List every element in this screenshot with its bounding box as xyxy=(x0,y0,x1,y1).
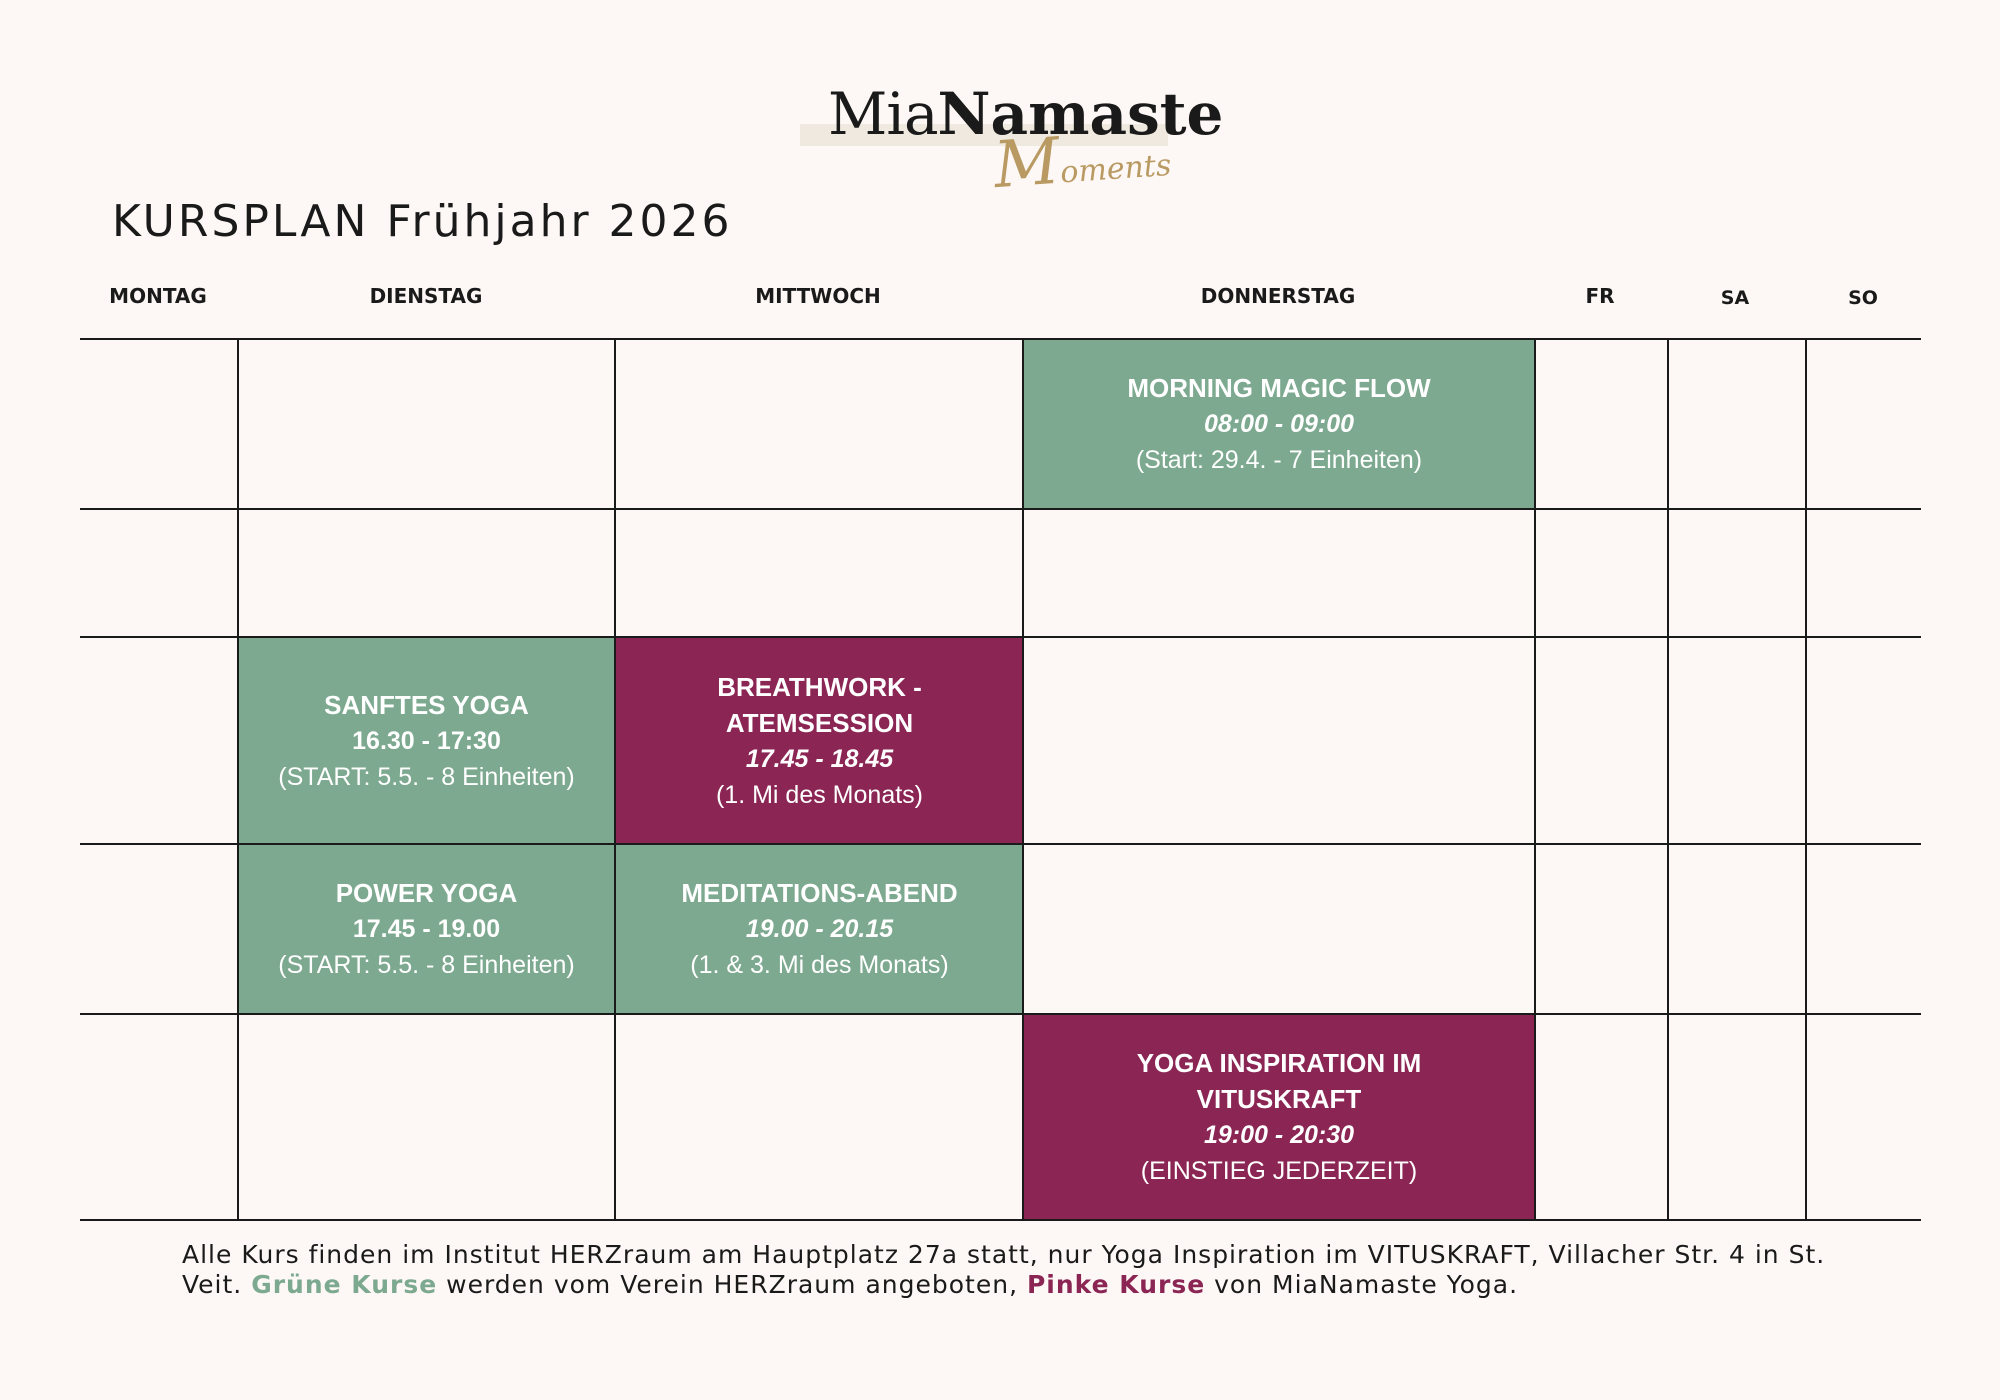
course-title: BREATHWORK - ATEMSESSION xyxy=(717,671,922,738)
course-time: 16.30 - 17:30 xyxy=(352,726,501,755)
course-title: MEDITATIONS-ABEND xyxy=(681,878,958,908)
course-time: 17.45 - 19.00 xyxy=(352,915,501,943)
grid-line xyxy=(80,843,1921,845)
course-time: 17.45 - 18.45 xyxy=(745,744,894,773)
day-header-friday: FR xyxy=(1585,284,1615,308)
course-note: (1. Mi des Monats) xyxy=(715,780,923,809)
grid-line xyxy=(80,1013,1921,1015)
footer-pink-label: Pinke Kurse xyxy=(1026,1270,1206,1299)
logo-script-moments: Moments xyxy=(991,124,1173,204)
day-header-thursday: DONNERSTAG xyxy=(1200,284,1356,308)
course-note: (Start: 29.4. - 7 Einheiten) xyxy=(1135,446,1423,474)
footer-text: Alle Kurs finden im Institut HERZraum am Hauptplatz 27a statt, nur Yoga Inspiration im VITUSKRAFT, Villacher Str. 4 in St. Veit. xyxy=(182,1240,1826,1299)
course-title: YOGA INSPIRATION IM VITUSKRAFT xyxy=(1136,1048,1422,1114)
grid-line xyxy=(1805,338,1807,1221)
course-note: (START: 5.5. - 8 Einheiten) xyxy=(278,762,575,791)
grid-line xyxy=(80,338,1921,340)
brand-logo xyxy=(798,80,1224,204)
day-header-sunday: SO xyxy=(1848,287,1878,309)
day-header-saturday: SA xyxy=(1720,287,1750,309)
grid-line xyxy=(80,636,1921,638)
logo-namaste-text: Namaste xyxy=(937,80,1224,148)
day-header-monday: MONTAG xyxy=(109,284,207,308)
course-note: (START: 5.5. - 8 Einheiten) xyxy=(278,951,575,979)
course-time: 19:00 - 20:30 xyxy=(1203,1121,1355,1149)
course-note: (1. & 3. Mi des Monats) xyxy=(690,951,949,979)
course-time: 19.00 - 20.15 xyxy=(745,915,894,943)
grid-line xyxy=(1667,338,1669,1221)
logo-mia-text: Mia xyxy=(828,80,938,148)
grid-line xyxy=(80,508,1921,510)
course-cell-yoga-inspiration xyxy=(1023,1014,1535,1220)
grid-line xyxy=(1022,338,1024,1221)
course-cell-meditations-abend xyxy=(615,844,1024,1014)
course-time: 08:00 - 09:00 xyxy=(1203,410,1355,438)
footer-text: werden vom Verein HERZraum angeboten, xyxy=(437,1270,1027,1299)
course-title: POWER YOGA xyxy=(335,878,518,908)
course-title: SANFTES YOGA xyxy=(324,689,529,720)
grid-line xyxy=(237,338,239,1221)
course-cell-power-yoga xyxy=(238,844,615,1014)
grid-line xyxy=(80,1219,1921,1221)
grid-line xyxy=(1534,338,1536,1221)
page-title: KURSPLAN Frühjahr 2026 xyxy=(112,196,733,247)
course-note: (EINSTIEG JEDERZEIT) xyxy=(1140,1157,1418,1185)
grid-line xyxy=(614,338,616,1221)
course-cell-sanftes-yoga xyxy=(238,637,615,844)
day-header-tuesday: DIENSTAG xyxy=(369,284,483,308)
schedule-grid xyxy=(80,338,1921,1221)
footer-green-label: Grüne Kurse xyxy=(251,1270,438,1299)
footer-text: von MiaNamaste Yoga. xyxy=(1205,1270,1519,1299)
course-cell-morning-magic-flow xyxy=(1023,339,1535,509)
course-cell-breathwork xyxy=(615,637,1024,844)
day-header-wednesday: MITTWOCH xyxy=(755,284,881,308)
footer-note xyxy=(182,1240,1832,1300)
course-title: MORNING MAGIC FLOW xyxy=(1127,373,1431,403)
